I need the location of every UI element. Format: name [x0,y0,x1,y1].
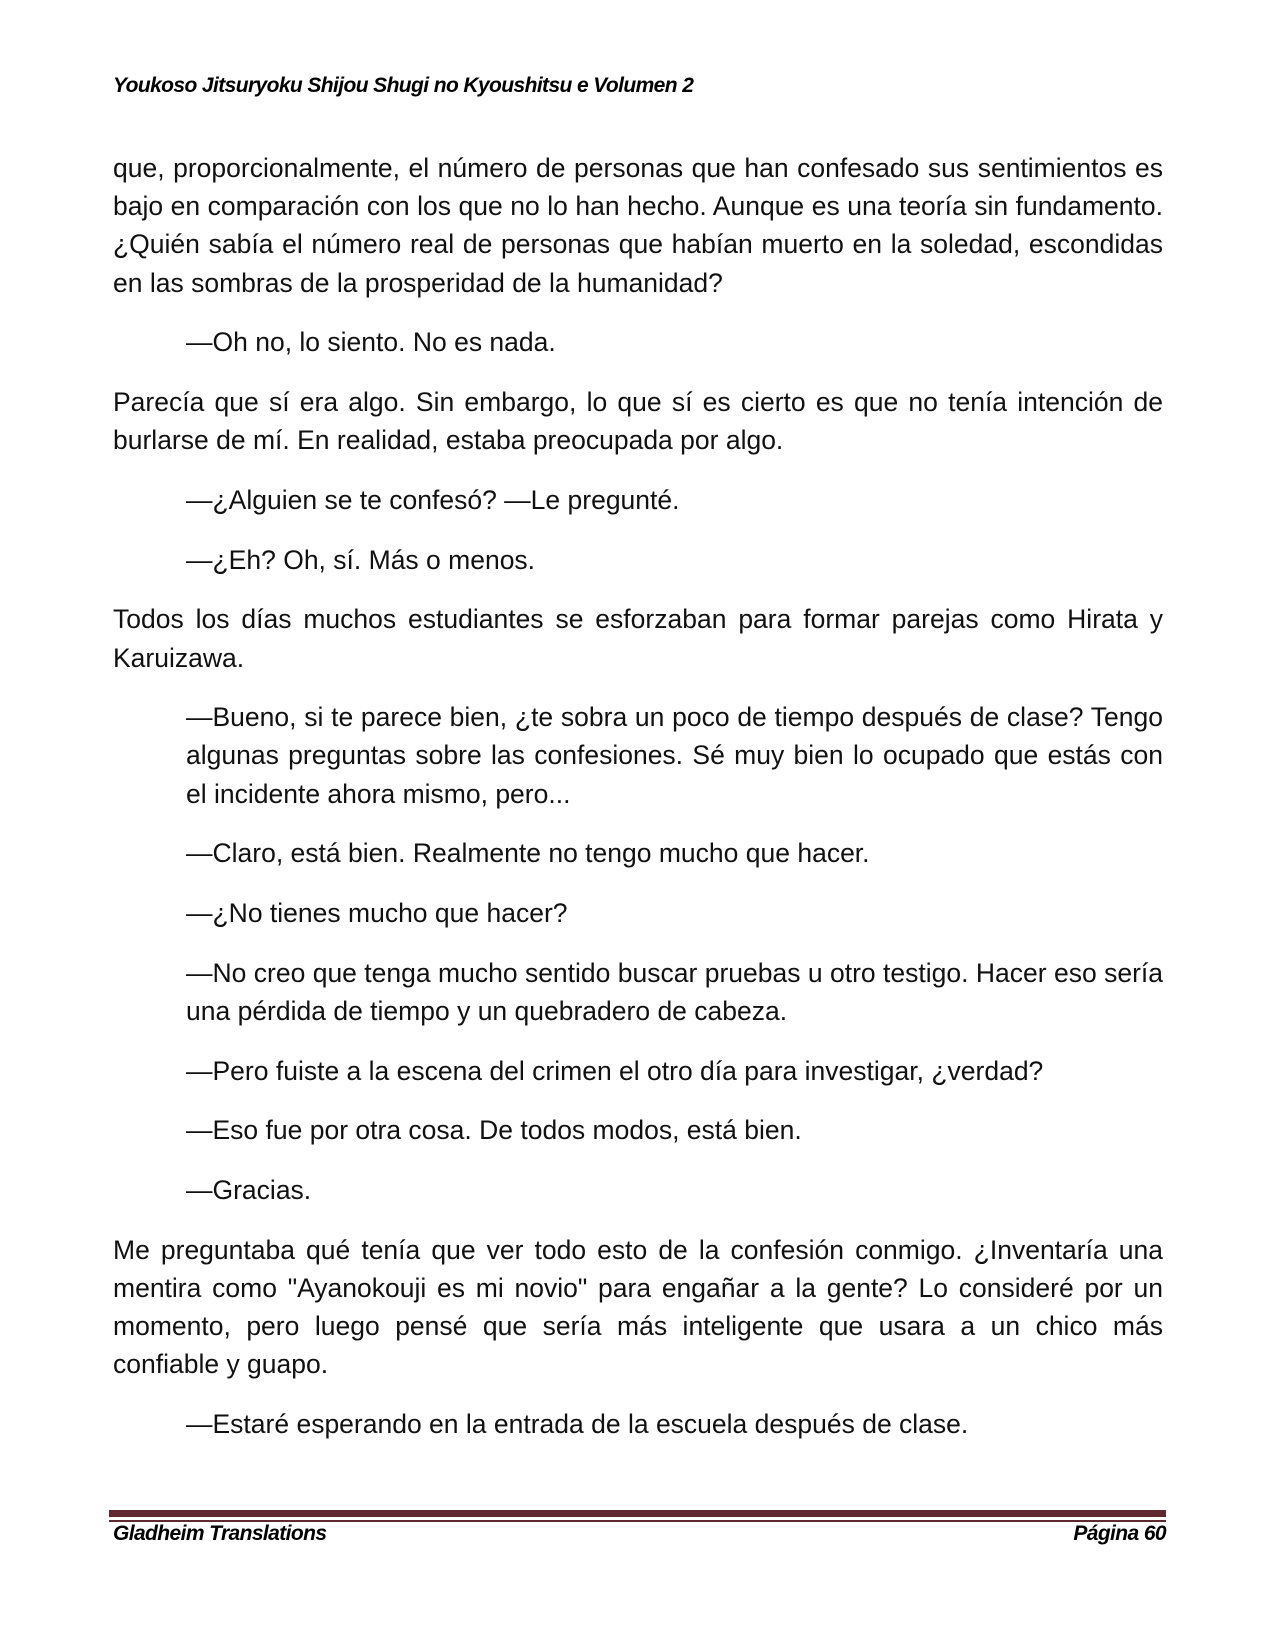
dialogue-paragraph: —Gracias. [186,1175,312,1206]
footer-rule-thick [109,1510,1166,1517]
page-body [113,149,1163,1465]
running-header: Youkoso Jitsuryoku Shijou Shugi no Kyoushitsu e Volumen 2 [113,74,694,97]
dialogue-paragraph: —Oh no, lo siento. No es nada. [186,327,556,358]
narration-paragraph: Me preguntaba qué tenía que ver todo esto de la confesión conmigo. ¿Inventaría una mentira como "Ayanokouji es mi novio" para engañar a la gente? Lo consideré por un momento, pero luego pensé que sería más inteligente que usara a un chico más confiable y guapo. [113,1234,1163,1380]
dialogue-paragraph: —Claro, está bien. Realmente no tengo mucho que hacer. [186,838,870,869]
page-number: Página 60 [1073,1522,1166,1545]
dialogue-paragraph: —Bueno, si te parece bien, ¿te sobra un poco de tiempo después de clase? Tengo algunas preguntas sobre las confesiones. Sé muy bien lo ocupado que estás con el incidente ahora mismo, pero... [186,702,1163,809]
dialogue-paragraph: —¿Alguien se te confesó? —Le pregunté. [186,484,680,515]
dialogue-paragraph: —Estaré esperando en la entrada de la escuela después de clase. [186,1409,969,1440]
narration-paragraph: Todos los días muchos estudiantes se esforzaban para formar parejas como Hirata y Karuizawa. [113,604,1163,673]
dialogue-paragraph: —¿No tienes mucho que hacer? [186,898,568,929]
dialogue-paragraph: —Eso fue por otra cosa. De todos modos, está bien. [186,1115,802,1146]
footer-translator: Gladheim Translations [113,1522,327,1545]
narration-paragraph: que, proporcionalmente, el número de personas que han confesado sus sentimientos es bajo en comparación con los que no lo han hecho. Aunque es una teoría sin fundamento. ¿Quién sabía el número real de personas que habían muerto en la soledad, escondidas en las sombras de la prosperidad de la humanidad? [113,153,1163,298]
dialogue-paragraph: —Pero fuiste a la escena del crimen el otro día para investigar, ¿verdad? [186,1055,1044,1086]
dialogue-paragraph: —No creo que tenga mucho sentido buscar pruebas u otro testigo. Hacer eso sería una pérdida de tiempo y un quebradero de cabeza. [186,957,1163,1026]
narration-paragraph: Parecía que sí era algo. Sin embargo, lo que sí es cierto es que no tenía intención de burlarse de mí. En realidad, estaba preocupada por algo. [113,387,1163,456]
dialogue-paragraph: —¿Eh? Oh, sí. Más o menos. [186,544,536,575]
